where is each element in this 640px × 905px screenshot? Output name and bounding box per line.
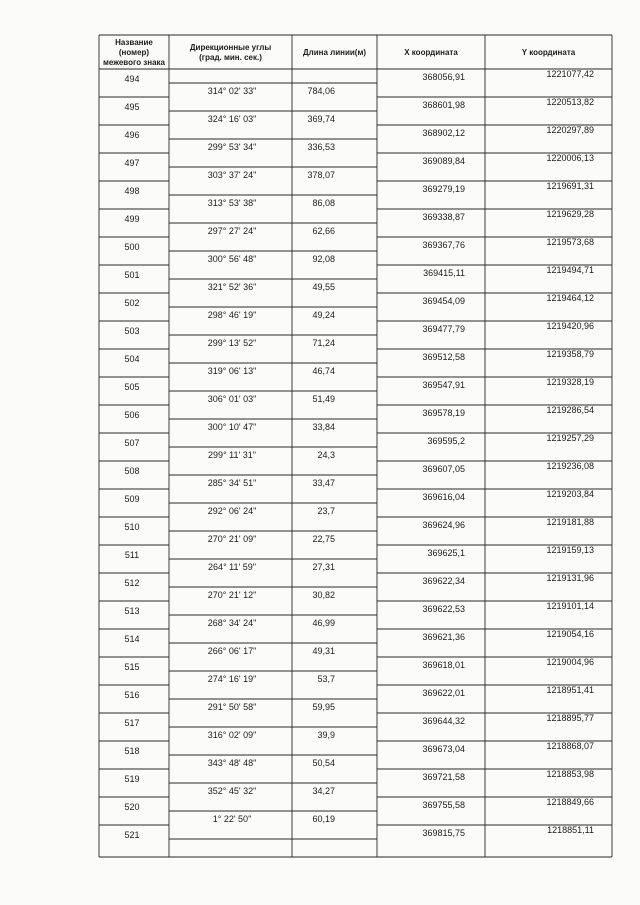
line-length-value: 49,55 <box>312 282 335 292</box>
y-coordinate-value: 1219203,84 <box>546 489 594 499</box>
mark-number: 506 <box>124 410 140 420</box>
direction-angle-value: 300° 56' 48" <box>207 254 257 264</box>
x-coordinate-value: 369815,75 <box>422 828 465 838</box>
mark-number: 518 <box>124 746 140 756</box>
y-coordinate-value: 1218853,98 <box>546 769 594 779</box>
x-coordinate-value: 369477,79 <box>422 324 465 334</box>
x-coordinate-value: 368601,98 <box>422 100 465 110</box>
x-coordinate-value: 369616,04 <box>422 492 465 502</box>
direction-angle-value: 270° 21' 12" <box>207 590 257 600</box>
direction-angle-value: 324° 16' 03" <box>207 114 257 124</box>
line-length-value: 46,99 <box>312 618 335 628</box>
direction-angle-value: 343° 48' 48" <box>207 758 257 768</box>
mark-number: 503 <box>124 326 140 336</box>
mark-number: 505 <box>124 382 140 392</box>
x-coordinate-value: 369644,32 <box>422 716 465 726</box>
y-coordinate-value: 1220297,89 <box>546 125 594 135</box>
y-coordinate-value: 1219573,68 <box>546 237 594 247</box>
y-coordinate-value: 1219286,54 <box>546 405 594 415</box>
line-length-value: 22,75 <box>312 534 335 544</box>
line-length-value: 49,24 <box>312 310 335 320</box>
mark-number: 498 <box>124 186 140 196</box>
line-length-value: 336,53 <box>307 142 335 152</box>
line-length-value: 51,49 <box>312 394 335 404</box>
x-coordinate-value: 369578,19 <box>422 408 465 418</box>
direction-angle-value: 270° 21' 09" <box>207 534 257 544</box>
mark-number: 517 <box>124 718 140 728</box>
header-y-coordinate <box>485 35 612 69</box>
mark-number: 509 <box>124 494 140 504</box>
line-length-value: 23,7 <box>317 506 335 516</box>
mark-number: 521 <box>124 830 140 840</box>
x-coordinate-value: 369279,19 <box>422 184 465 194</box>
mark-number: 494 <box>124 74 140 84</box>
line-length-value: 86,08 <box>312 198 335 208</box>
mark-number: 512 <box>124 578 140 588</box>
direction-angle-value: 321° 52' 36" <box>207 282 257 292</box>
direction-angle-value: 264° 11' 59" <box>208 562 256 572</box>
mark-number: 501 <box>124 270 140 280</box>
mark-number: 502 <box>124 298 140 308</box>
direction-angle-value: 274° 16' 19" <box>207 674 257 684</box>
x-coordinate-value: 369624,96 <box>422 520 465 530</box>
header-mark-name-line: межевого знака <box>102 58 166 67</box>
y-coordinate-value: 1218851,11 <box>547 825 594 835</box>
y-coordinate-value: 1220006,13 <box>546 153 594 163</box>
direction-angle-value: 292° 06' 24" <box>207 506 257 516</box>
direction-angle-value: 299° 11' 31" <box>208 450 256 460</box>
mark-number: 514 <box>124 634 140 644</box>
line-length-value: 24,3 <box>317 450 335 460</box>
x-coordinate-value: 369454,09 <box>422 296 465 306</box>
line-length-value: 71,24 <box>312 338 335 348</box>
mark-number: 504 <box>124 354 140 364</box>
x-coordinate-value: 369625,1 <box>427 548 465 558</box>
header-direction-angle <box>169 35 292 69</box>
mark-number: 499 <box>124 214 140 224</box>
mark-number: 513 <box>124 606 140 616</box>
x-coordinate-value: 369512,58 <box>422 352 465 362</box>
x-coordinate-value: 369621,36 <box>422 632 465 642</box>
x-coordinate-value: 369673,04 <box>422 744 465 754</box>
line-length-value: 39,9 <box>317 730 335 740</box>
line-length-value: 92,08 <box>312 254 335 264</box>
line-length-value: 49,31 <box>312 646 335 656</box>
y-coordinate-value: 1220513,82 <box>546 97 594 107</box>
line-length-value: 60,19 <box>312 814 335 824</box>
y-coordinate-value: 1219257,29 <box>546 433 594 443</box>
x-coordinate-value: 369618,01 <box>422 660 465 670</box>
mark-number: 507 <box>124 438 140 448</box>
x-coordinate-value: 369338,87 <box>422 212 465 222</box>
x-coordinate-value: 369089,84 <box>422 156 465 166</box>
direction-angle-value: 268° 34' 24" <box>207 618 257 628</box>
header-y-label: Y координата <box>521 48 576 57</box>
y-coordinate-value: 1219131,96 <box>546 573 594 583</box>
y-coordinate-value: 1219328,19 <box>546 377 594 387</box>
mark-number: 519 <box>124 774 140 784</box>
y-coordinate-value: 1219236,08 <box>546 461 594 471</box>
y-coordinate-value: 1219464,12 <box>546 293 594 303</box>
direction-angle-value: 300° 10' 47" <box>207 422 257 432</box>
y-coordinate-value: 1218849,66 <box>546 797 594 807</box>
header-mark-name-line: Название <box>115 38 153 47</box>
y-coordinate-value: 1221077,42 <box>546 69 594 79</box>
y-coordinate-value: 1219159,13 <box>546 545 594 555</box>
direction-angle-value: 313° 53' 38" <box>207 198 257 208</box>
mark-number: 497 <box>124 158 140 168</box>
header-mark-name <box>99 35 169 69</box>
x-coordinate-value: 369415,11 <box>423 268 465 278</box>
line-length-value: 50,54 <box>312 758 335 768</box>
mark-number: 510 <box>124 522 140 532</box>
direction-angle-value: 319° 06' 13" <box>207 366 257 376</box>
y-coordinate-value: 1219181,88 <box>546 517 594 527</box>
x-coordinate-value: 369622,01 <box>422 688 465 698</box>
line-length-value: 784,06 <box>307 86 335 96</box>
x-coordinate-value: 369622,34 <box>422 576 465 586</box>
mark-number: 511 <box>124 550 140 560</box>
y-coordinate-value: 1219004,96 <box>546 657 594 667</box>
line-length-value: 378,07 <box>307 170 335 180</box>
direction-angle-value: 314° 02' 33" <box>207 86 257 96</box>
line-length-value: 62,66 <box>312 226 335 236</box>
header-angle-line: Дирекционные углы <box>189 43 272 52</box>
x-coordinate-value: 369755,58 <box>422 800 465 810</box>
direction-angle-value: 298° 46' 19" <box>207 310 257 320</box>
direction-angle-value: 316° 02' 09" <box>207 730 257 740</box>
x-coordinate-value: 369367,76 <box>422 240 465 250</box>
line-length-value: 30,82 <box>312 590 335 600</box>
x-coordinate-value: 368056,91 <box>422 72 465 82</box>
direction-angle-value: 297° 27' 24" <box>207 226 257 236</box>
mark-number: 516 <box>124 690 140 700</box>
line-length-value: 46,74 <box>312 366 335 376</box>
line-length-value: 33,47 <box>312 478 335 488</box>
header-mark-name-line: (номер) <box>118 48 150 57</box>
mark-number: 515 <box>124 662 140 672</box>
y-coordinate-value: 1219691,31 <box>546 181 594 191</box>
direction-angle-value: 1° 22' 50" <box>212 814 252 824</box>
header-angle-line: (град. мин. сек.) <box>199 53 262 62</box>
x-coordinate-value: 369547,91 <box>422 380 465 390</box>
mark-number: 520 <box>124 802 140 812</box>
header-line-length <box>292 35 377 69</box>
y-coordinate-value: 1219101,14 <box>546 601 594 611</box>
direction-angle-value: 352° 45' 32" <box>207 786 257 796</box>
direction-angle-value: 306° 01' 03" <box>207 394 257 404</box>
y-coordinate-value: 1219358,79 <box>546 349 594 359</box>
y-coordinate-value: 1219420,96 <box>546 321 594 331</box>
coordinate-table <box>99 35 612 857</box>
line-length-value: 369,74 <box>307 114 335 124</box>
line-length-value: 34,27 <box>312 786 335 796</box>
y-coordinate-value: 1218951,41 <box>546 685 594 695</box>
mark-number: 508 <box>124 466 140 476</box>
header-x-coordinate <box>377 35 485 69</box>
x-coordinate-value: 369622,53 <box>422 604 465 614</box>
mark-number: 496 <box>124 130 140 140</box>
y-coordinate-value: 1218895,77 <box>546 713 594 723</box>
line-length-value: 59,95 <box>312 702 335 712</box>
y-coordinate-value: 1219494,71 <box>546 265 594 275</box>
header-length-label: Длина линии(м) <box>302 48 367 57</box>
line-length-value: 53,7 <box>317 674 335 684</box>
x-coordinate-value: 368902,12 <box>422 128 465 138</box>
x-coordinate-value: 369721,58 <box>422 772 465 782</box>
direction-angle-value: 266° 06' 17" <box>207 646 257 656</box>
x-coordinate-value: 369607,05 <box>422 464 465 474</box>
x-coordinate-value: 369595,2 <box>427 436 465 446</box>
direction-angle-value: 291° 50' 58" <box>207 702 257 712</box>
y-coordinate-value: 1218868,07 <box>546 741 594 751</box>
direction-angle-value: 299° 53' 34" <box>207 142 257 152</box>
header-x-label: X координата <box>404 48 458 57</box>
mark-number: 500 <box>124 242 140 252</box>
line-length-value: 27,31 <box>312 562 335 572</box>
direction-angle-value: 299° 13' 52" <box>207 338 257 348</box>
y-coordinate-value: 1219054,16 <box>546 629 594 639</box>
mark-number: 495 <box>124 102 140 112</box>
line-length-value: 33,84 <box>312 422 335 432</box>
direction-angle-value: 285° 34' 51" <box>207 478 257 488</box>
y-coordinate-value: 1219629,28 <box>546 209 594 219</box>
direction-angle-value: 303° 37' 24" <box>207 170 257 180</box>
